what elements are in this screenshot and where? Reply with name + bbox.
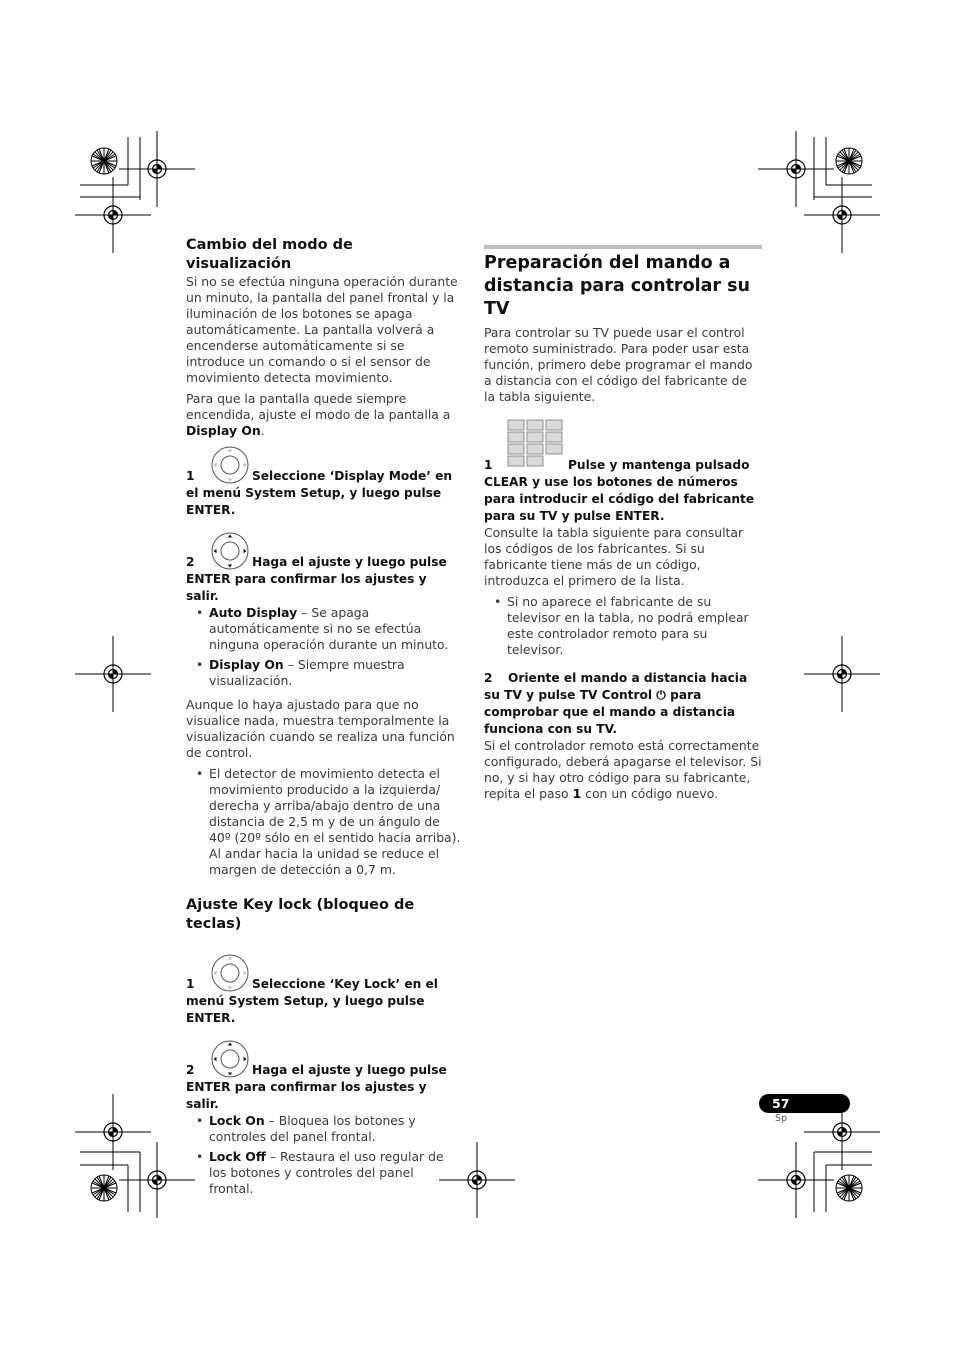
paragraph [186, 391, 462, 439]
list-item: • Lock On – Bloquea los botones y controles del panel frontal. [196, 1113, 416, 1144]
starburst-target-icon [836, 148, 862, 174]
registration-mark-icon [804, 177, 880, 253]
step-number: 1 [484, 458, 493, 472]
paragraph-text: . [260, 423, 265, 438]
step-number: 2 [186, 1063, 195, 1077]
page-number: 57 [772, 1096, 790, 1111]
bullet-list [186, 1113, 462, 1197]
section-title-tv-remote: Preparación del mando a distancia para controlar su TV [484, 253, 750, 319]
bullet-list [186, 766, 462, 878]
registration-mark-icon [804, 636, 880, 712]
step-text: Pulse y mantenga pulsado [568, 458, 750, 472]
step-1-display [186, 468, 462, 519]
step-text: Seleccione ‘Key Lock’ en el menú System Setup, y luego pulse ENTER. [186, 977, 438, 1025]
registration-mark-icon [758, 131, 834, 207]
list-item: • El detector de movimiento detecta el movimiento producido a la izquierda/ derecha y arriba/abajo dentro de una distancia de 2,5 m y de un ángulo de 40º (20º sólo en el sentido hacia arriba). Al andar hacia la unidad se reduce el margen de detección a 0,7 m. [196, 766, 461, 877]
step-2-keylock [186, 1062, 462, 1113]
left-column [186, 236, 462, 1201]
paragraph-text: Para que la pantalla quede siempre encendida, ajuste el modo de la pantalla a [186, 391, 451, 422]
list-item: • Display On – Siempre muestra visualización. [196, 657, 405, 688]
step-number: 2 [484, 671, 493, 685]
starburst-target-icon [836, 1175, 862, 1201]
step-2-tv [484, 670, 762, 738]
registration-mark-icon [119, 1142, 195, 1218]
section-rule [484, 245, 762, 249]
page-number-badge [759, 1094, 850, 1113]
step-number: 2 [186, 555, 195, 569]
paragraph: Consulte la tabla siguiente para consultar los códigos de los fabricantes. Si su fabricante tiene más de un código, introduzca el primero de la lista. [484, 525, 744, 588]
starburst-target-icon [91, 148, 117, 174]
paragraph: Si no se efectúa ninguna operación durante un minuto, la pantalla del panel frontal y la iluminación de los botones se apaga automáticamente. La pantalla volverá a encenderse automáticamente si se introduce un comando o si el sensor de movimiento detecta movimiento. [186, 274, 458, 385]
paragraph: Para controlar su TV puede usar el control remoto suministrado. Para poder usar esta función, primero debe programar el mando a distancia con el código del fabricante de la tabla siguiente. [484, 325, 753, 404]
right-column [484, 245, 762, 807]
bullet-list [484, 594, 762, 658]
joystick-icon [211, 954, 249, 992]
step-1-keylock [186, 976, 462, 1027]
step-2-display [186, 554, 462, 605]
bullet-list [186, 605, 462, 689]
joystick-icon [211, 446, 249, 484]
step-number: 1 [186, 469, 195, 483]
step-text: Haga el ajuste y luego pulse ENTER para confirmar los ajustes y salir. [186, 555, 447, 603]
registration-mark-icon [758, 1142, 834, 1218]
list-item: • Si no aparece el fabricante de su televisor en la tabla, no podrá emplear este controlador remoto para su televisor. [494, 594, 749, 657]
paragraph-term: Display On [186, 423, 261, 438]
step-text: Haga el ajuste y luego pulse ENTER para confirmar los ajustes y salir. [186, 1063, 447, 1111]
list-item: • Auto Display – Se apaga automáticamente si no se efectúa ninguna operación durante un minuto. [196, 605, 449, 652]
section-title-key-lock: Ajuste Key lock (bloqueo de teclas) [186, 897, 415, 932]
step-text: Seleccione ‘Display Mode’ en el menú System Setup, y luego pulse ENTER. [186, 469, 453, 517]
starburst-target-icon [91, 1175, 117, 1201]
language-code: Sp [775, 1113, 788, 1124]
list-item: • Lock Off – Restaura el uso regular de los botones y controles del panel frontal. [196, 1149, 444, 1196]
registration-mark-icon [75, 636, 151, 712]
joystick-icon [211, 1040, 249, 1078]
joystick-icon [211, 532, 249, 570]
section-title-display-mode: Cambio del modo de visualización [186, 237, 353, 272]
step-number: 1 [186, 977, 195, 991]
number-keypad-icon [507, 419, 565, 469]
step-text: CLEAR y use los botones de números para introducir el código del fabricante para su TV y pulse ENTER. [484, 475, 755, 523]
step-1-tv [484, 457, 762, 525]
paragraph: Si el controlador remoto está correctamente configurado, deberá apagarse el televisor. Si no, y si hay otro código para su fabricante, repita el paso 1 con un código nuevo. [484, 738, 762, 801]
paragraph: Aunque lo haya ajustado para que no visualice nada, muestra temporalmente la visualización cuando se realiza una función de control. [186, 697, 455, 760]
step-text: Oriente el mando a distancia hacia su TV y pulse TV Control ⏻ para comprobar que el mando a distancia funciona con su TV. [484, 671, 748, 736]
registration-mark-icon [119, 131, 195, 207]
